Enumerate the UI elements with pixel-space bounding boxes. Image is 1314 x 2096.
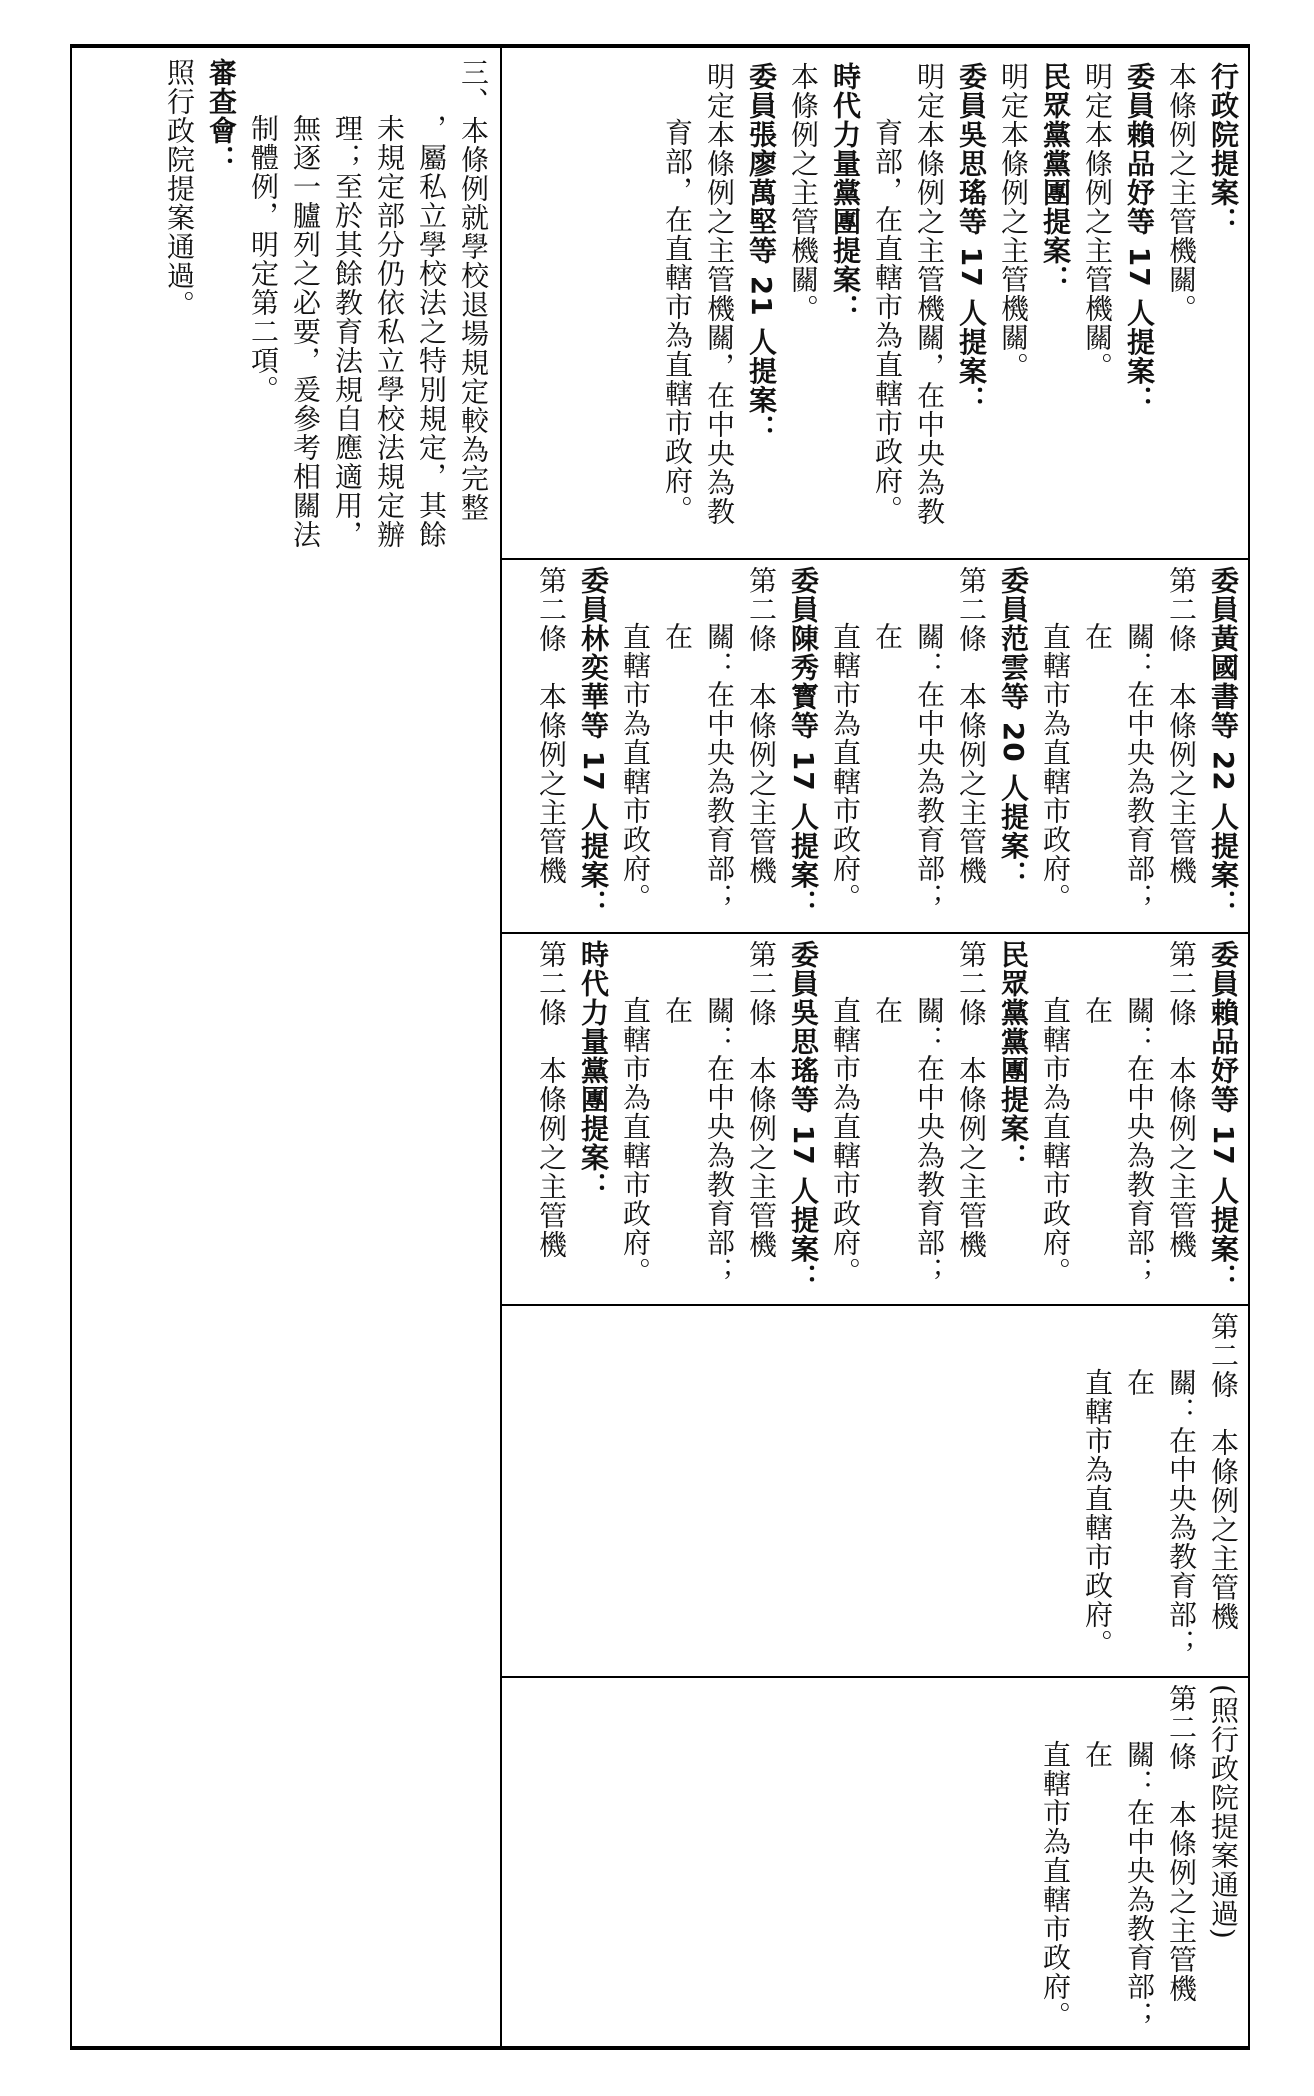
article-text: 直轄市為直轄市政府。 bbox=[829, 622, 862, 912]
proposal-heading: 委員陳秀寳等 17 人提案： bbox=[787, 566, 820, 919]
article-text: 關：在中央為教育部；在 bbox=[1123, 1368, 1198, 1658]
proposal-cell-d bbox=[506, 566, 1244, 926]
row-divider bbox=[500, 558, 1250, 560]
description-cell bbox=[506, 62, 1244, 552]
proposal-heading: 行政院提案： bbox=[1207, 62, 1240, 236]
current-law-cell bbox=[506, 1312, 1244, 1670]
proposal-heading: 委員張廖萬堅等 21 人提案： bbox=[745, 62, 778, 444]
explanation-cell bbox=[76, 58, 494, 2038]
description-text: 明定本條例之主管機關。 bbox=[997, 62, 1030, 381]
article-text: 第二條 本條例之主管機 bbox=[955, 940, 988, 1259]
column-divider bbox=[70, 48, 72, 2048]
proposal-heading: 委員范雲等 20 人提案： bbox=[997, 566, 1030, 890]
explanation-line: ，屬私立學校法之特別規定，其餘 bbox=[415, 114, 448, 549]
row-divider bbox=[500, 1676, 1250, 1678]
article-text: 第二條 本條例之主管機 bbox=[535, 566, 568, 885]
top-rule bbox=[70, 44, 1250, 48]
proposal-heading: 民眾黨黨團提案： bbox=[997, 940, 1030, 1172]
article-text: 直轄市為直轄市政府。 bbox=[1039, 996, 1072, 1286]
proposal-heading: 委員吳思瑤等 17 人提案： bbox=[787, 940, 820, 1293]
description-text: 明定本條例之主管機關。 bbox=[1081, 62, 1114, 381]
review-result-cell bbox=[506, 1684, 1244, 2040]
proposal-heading: 委員黃國書等 22 人提案： bbox=[1207, 566, 1240, 919]
article-text: 第二條 本條例之主管機 bbox=[535, 940, 568, 1259]
proposal-heading: 時代力量黨團提案： bbox=[829, 62, 862, 323]
article-text: 第二條 本條例之主管機 bbox=[955, 566, 988, 885]
proposal-heading: 時代力量黨團提案： bbox=[577, 940, 610, 1201]
description-text: 本條例之主管機關。 bbox=[1165, 62, 1198, 323]
proposal-heading: 委員吳思瑤等 17 人提案： bbox=[955, 62, 988, 415]
article-text: 關：在中央為教育部；在 bbox=[1081, 1740, 1156, 2030]
proposal-heading: 委員賴品妤等 17 人提案： bbox=[1207, 940, 1240, 1293]
article-text: 第二條 本條例之主管機 bbox=[1207, 1312, 1240, 1631]
description-text: 育部，在直轄市為直轄市政府。 bbox=[871, 118, 904, 524]
article-text: 關：在中央為教育部；在 bbox=[871, 622, 946, 912]
article-text: 第二條 本條例之主管機 bbox=[1165, 1684, 1198, 2003]
proposal-heading: 民眾黨黨團提案： bbox=[1039, 62, 1072, 294]
article-text: 第二條 本條例之主管機 bbox=[1165, 940, 1198, 1259]
description-text: 明定本條例之主管機關，在中央為教 bbox=[703, 62, 736, 526]
article-text: 關：在中央為教育部；在 bbox=[1081, 996, 1156, 1286]
article-text: 直轄市為直轄市政府。 bbox=[1039, 622, 1072, 912]
article-text: 直轄市為直轄市政府。 bbox=[829, 996, 862, 1286]
article-text: 第二條 本條例之主管機 bbox=[1165, 566, 1198, 885]
explanation-line: 未規定部分仍依私立學校法規定辦 bbox=[373, 114, 406, 549]
column-divider bbox=[500, 48, 502, 2048]
row-divider bbox=[500, 932, 1250, 934]
explanation-line: 理；至於其餘教育法規自應適用， bbox=[331, 114, 364, 549]
description-text: 育部，在直轄市為直轄市政府。 bbox=[661, 118, 694, 524]
article-text: 直轄市為直轄市政府。 bbox=[619, 996, 652, 1286]
bottom-rule bbox=[70, 2046, 1250, 2050]
description-text: 本條例之主管機關。 bbox=[787, 62, 820, 323]
article-text: 第二條 本條例之主管機 bbox=[745, 566, 778, 885]
explanation-line: 無逐一臚列之必要，爰參考相關法 bbox=[289, 114, 322, 549]
column-divider bbox=[1248, 48, 1250, 2048]
article-text: 關：在中央為教育部；在 bbox=[1081, 622, 1156, 912]
row-divider bbox=[500, 1304, 1250, 1306]
description-text: 明定本條例之主管機關，在中央為教 bbox=[913, 62, 946, 526]
proposal-cell-c bbox=[506, 940, 1244, 1298]
article-text: 關：在中央為教育部；在 bbox=[661, 996, 736, 1286]
review-text: 照行政院提案通過。 bbox=[163, 58, 196, 319]
explanation-line: 制體例，明定第二項。 bbox=[247, 114, 280, 404]
article-text: 關：在中央為教育部；在 bbox=[661, 622, 736, 912]
article-text: 第二條 本條例之主管機 bbox=[745, 940, 778, 1259]
article-text: 直轄市為直轄市政府。 bbox=[1039, 1740, 1072, 2030]
article-text: 直轄市為直轄市政府。 bbox=[619, 622, 652, 912]
explanation-line: 三、本條例就學校退場規定較為完整 bbox=[457, 58, 490, 522]
review-heading: 審查會： bbox=[205, 58, 238, 174]
article-text: 直轄市為直轄市政府。 bbox=[1081, 1368, 1114, 1658]
proposal-heading: 委員賴品妤等 17 人提案： bbox=[1123, 62, 1156, 415]
proposal-heading: 委員林奕華等 17 人提案： bbox=[577, 566, 610, 919]
article-text: 關：在中央為教育部；在 bbox=[871, 996, 946, 1286]
review-result-heading: (照行政院提案通過) bbox=[1207, 1684, 1240, 1940]
